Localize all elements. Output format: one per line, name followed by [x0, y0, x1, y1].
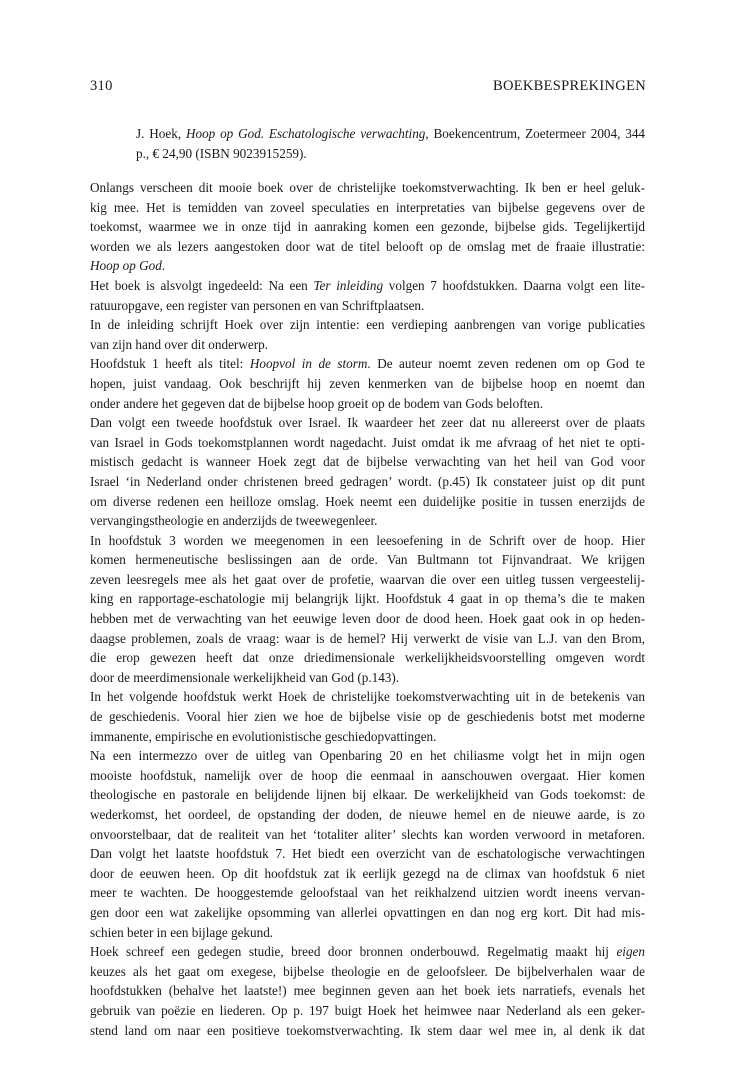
body-line: mistisch gedacht is wanneer Hoek zegt dat de bijbelse verwachting van het heil van God voor	[90, 454, 645, 470]
body-line	[90, 354, 645, 374]
page-number: 310	[90, 78, 113, 94]
emphasis-italic: eigen	[616, 944, 645, 960]
body-line: Dan volgt het laatste hoofdstuk 7. Het biedt een overzicht van de eschatologische verwachtingen	[90, 846, 645, 862]
body-line: Na een intermezzo over de uitleg van Openbaring 20 en het chiliasme volgt het in mijn ogen	[90, 748, 645, 764]
body-line: onvoorstelbaar, dat de realiteit van het ‘totaliter aliter’ slechts kan worden verwoord in metaforen.	[90, 826, 645, 842]
book-title-italic: Hoop op God	[90, 258, 162, 274]
line-segment: . De auteur noemt zeven redenen om op God te	[367, 356, 646, 372]
body-line: vervangingstheologie en anderzijds de tweewegenleer.	[90, 513, 378, 529]
body-line: schien beter in een bijlage gekund.	[90, 924, 274, 940]
body-line	[90, 276, 645, 296]
body-line: theologische en pastorale en belijdende lijnen bij elkaar. De werkelijkheid van Gods toekomst: de	[90, 787, 645, 803]
body-line: hopen, juist vandaag. Ook beschrijft hij zeven kenmerken van de bijbelse hoop en noemt dan	[90, 375, 645, 391]
review-body	[90, 178, 645, 1040]
body-line	[90, 256, 645, 276]
body-line: komen hermeneutische beslissingen aan de orde. Van Bultmann tot Fijnvandraat. We krijgen	[90, 552, 645, 568]
book-citation	[136, 124, 645, 163]
body-line: daagse problemen, zoals de vraag: waar is de hemel? Hij verwerkt de visie van L.J. van den Brom,	[90, 630, 645, 646]
body-line: onder andere het gegeven dat de bijbelse hoop groeit op de bodem van Gods beloften.	[90, 395, 543, 411]
line-segment: Hoek schreef een gedegen studie, breed door bronnen onderbouwd. Regelmatig maakt hij	[90, 944, 617, 960]
body-line: de geschiedenis. Vooral hier zien we hoe de bijbelse visie op de geschiedenis botst met moderne	[90, 709, 645, 725]
body-line: Onlangs verscheen dit mooie boek over de christelijke toekomstverwachting. Ik ben er heel geluk-	[90, 180, 645, 195]
body-line: In het volgende hoofdstuk werkt Hoek de christelijke toekomstverwachting uit in de betekenis van	[90, 689, 645, 705]
citation-author: J. Hoek,	[136, 126, 186, 141]
body-line: om diverse redenen een heilloze omslag. Hoek neemt een duidelijke positie in tussen enerzijds de	[90, 493, 645, 509]
body-line: kig mee. Het is temidden van zoveel speculaties en interpretaties van bijbelse gegevens over de	[90, 199, 645, 215]
citation-title: Hoop op God. Eschatologische verwachting	[185, 126, 426, 141]
body-line	[90, 942, 645, 962]
section-title: BOEKBESPREKINGEN	[492, 78, 646, 94]
body-line: mooiste hoofdstuk, namelijk over de hoop die eenmaal in aanschouwen overgaat. Hier komen	[90, 767, 645, 783]
body-line: meer te wachten. De hooggestemde geloofstaal van het reikhalzend uitzien wordt ineens vervan-	[90, 885, 645, 901]
body-line: ratuuropgave, een register van personen en van Schriftplaatsen.	[90, 297, 425, 313]
chapter-title-italic: Hoopvol in de storm	[249, 356, 368, 372]
body-line: Dan volgt een tweede hoofdstuk over Israel. Ik waardeer het zeer dat nu allereerst over de plaats	[90, 415, 645, 431]
body-line: gebruik van poëzie en liederen. Op p. 197 buigt Hoek het heimwee naar Nederland als een geker-	[90, 1002, 645, 1018]
body-line: In hoofdstuk 3 worden we meegenomen in een leesoefening in de Schrift over de hoop. Hier	[90, 532, 645, 548]
body-line: hebben met de verwachting van het eeuwige leven door de dood heen. Hoek gaat ook in op heden-	[90, 611, 645, 627]
body-line: stend land om naar een positieve toekomstverwachting. Ik stem daar wel mee in, al denk ik dat	[90, 1022, 645, 1038]
line-segment: Het boek is alsvolgt ingedeeld: Na een	[90, 277, 314, 293]
line-segment: .	[161, 258, 166, 274]
body-line: Israel ‘in Nederland onder christenen breed gedragen’ wordt. (p.45) Ik constateer juist op dit punt	[90, 473, 645, 489]
body-line: van Israel in Gods toekomstplannen wordt nagedacht. Juist omdat ik me afvraag of het niet te opti-	[90, 434, 645, 450]
body-line: toekomst, waarmee we in onze tijd in aanraking komen een gezonde, bijbelse gids. Tegelijkertijd	[90, 219, 645, 235]
chapter-title-italic: Ter inleiding	[313, 277, 384, 293]
line-segment: volgen 7 hoofdstukken. Daarna volgt een lite-	[383, 277, 645, 293]
body-line: king en rapportage-eschatologie mij belangrijk lijkt. Hoofdstuk 4 gaat in op thema’s die te maken	[90, 591, 645, 607]
body-line: door de eeuwen heen. Op dit hoofdstuk zat ik eerlijk gezegd na de climax van hoofdstuk 6 niet	[90, 865, 645, 881]
page-header	[90, 78, 646, 95]
body-line: keuzes als het gaat om exegese, bijbelse theologie en de geloofsleer. De bijbelverhalen waar de	[90, 963, 645, 979]
citation-publisher-details: , Boekencentrum, Zoetermeer 2004, 344 p., € 24,90 (ISBN 9023915259).	[136, 126, 646, 161]
body-line: door de meerdimensionale werkelijkheid van God (p.143).	[90, 669, 400, 685]
body-line: worden we als lezers aangestoken door wat de titel belooft op de omslag met de fraaie illustratie:	[90, 238, 645, 254]
body-line: immanente, empirische en evolutionistische geschiedopvattingen.	[90, 728, 437, 744]
body-line: gen door een wat zakelijke opsomming van allerlei opvattingen en dan nog erg kort. Dit had mis-	[90, 904, 645, 920]
body-line: In de inleiding schrijft Hoek over zijn intentie: een verdieping aanbrengen van vorige publicaties	[90, 317, 645, 333]
body-line: zeven leesregels mee als het gaat over de profetie, waarvan die over een uitleg tussen vergeestelij-	[90, 571, 645, 587]
body-line: van zijn hand over dit onderwerp.	[90, 336, 268, 352]
body-line: hoofdstukken (behalve het laatste!) mee beginnen geven aan het boek iets narratiefs, evenals het	[90, 983, 645, 999]
body-line: die erop gewezen heeft dat onze driedimensionale werkelijkheidsvoorstelling omgeven wordt	[90, 650, 645, 666]
body-line: wederkomst, het oordeel, de opstanding der doden, de nieuwe hemel en de nieuwe aarde, is zo	[90, 807, 645, 822]
line-segment: Hoofdstuk 1 heeft als titel:	[90, 356, 250, 372]
